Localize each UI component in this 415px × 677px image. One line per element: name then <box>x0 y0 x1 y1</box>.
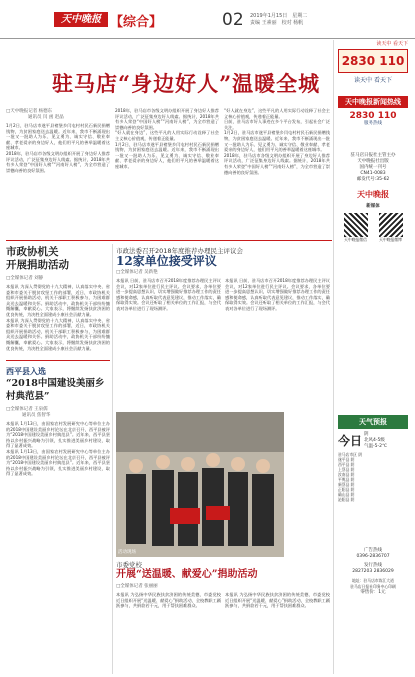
article-kicker: 市委党校 <box>116 561 142 569</box>
divider <box>6 360 110 361</box>
article-title: 12家单位接受评议 <box>116 254 217 268</box>
hotline-badge: 天中晚报新闻热线 <box>338 96 408 108</box>
lead-paragraph: 1月2日，驻马店市遂平县褚堡乡闫屯村村民石新民捐赠钱物，为贫困家庭送去温暖。近年来，我市不断涌现出一批又一批助人为乐、见义勇为、诚实守信、敬业奉献、孝老爱亲的身边好人，他们用平凡的善举温暖着这座城市。 <box>115 141 219 169</box>
weather-box <box>338 415 408 502</box>
divider <box>6 240 332 241</box>
lead-paragraph: 2018年，驻马店市各级文明办组织开展了身边好人推荐评议活动，广泛征集身边好人线索。据统计，2018年共有多人荣登“中国好人榜”“河南好人榜”，为全市营造了崇德向善的良好氛围。 <box>115 108 219 130</box>
article-byline: □全媒体记者 吴新艳 <box>116 270 158 275</box>
lead-article-col2 <box>115 108 219 170</box>
main-headline: 驻马店“身边好人”温暖全城 <box>52 71 321 96</box>
weather-row: 驻马店市区 阴 <box>338 452 362 457</box>
weather-row: 上蔡县 阴 <box>338 467 355 472</box>
article-body: 本报讯 1月13日，由国家农村发展研究中心等单位主办的2018中国建设美丽乡村论坛在北京召开，西平县被评为“2018中国建设美丽乡村典范县”。近年来，西平县坚持以乡村振兴战略为引领，扎实推进美丽乡村建设，取得了显著成效。 <box>6 421 110 449</box>
article-byline: □全媒体记者 王泉儒 <box>6 407 48 412</box>
article-kicker: 市政协机关 <box>6 246 59 258</box>
newspaper-logo: 天中晚报 <box>54 12 108 27</box>
weather-row: 确山县 阴 <box>338 492 355 497</box>
weather-row: 西平县 阴 <box>338 462 355 467</box>
article-body: 本报讯 为弘扬中华民族扶贫济困的传统美德，市委党校近日组织开展“送温暖、献爱心”捐助活动，全校教职工踊跃参与，共捐款若干元，用于帮扶困难群众。 <box>225 592 330 609</box>
article-byline: □全媒体记者 张丽丽 <box>116 584 158 589</box>
event-photo <box>116 412 284 557</box>
promo-slogan: 读天中 看天下 <box>354 77 392 84</box>
dist-label: 发行热线 <box>364 563 382 568</box>
article-body: 本报讯 日前，驻马店市召开2018年度推荐办理民主评议会议，对12家单位进行民主评议。会议要求，各单位要进一步提高思想认识，切实增强做好推荐办理工作的责任感和使命感，认真听取代表意见建议，推动工作落实，确保取得实效。会议还听取了相关单位的工作汇报，与会代表对各单位进行了现场测评。 <box>116 278 221 311</box>
article-body: 本报讯 为深入贯彻党的十九大精神，认真落实中央、省委和市委关于脱贫攻坚工作的部署，近日，市政协机关组织开展捐助活动，机关干部职工积极参与，为困难群众送去温暖和关怀。捐助活动中，政协机关干部纷纷慷慨解囊，奉献爱心。大家表示，将继续发扬扶贫济困的优良传统，为决胜全面建成小康社会贡献力量。 <box>6 284 110 317</box>
weather-wind: 北风4-5级 <box>364 438 385 443</box>
article-title: 开展捐助活动 <box>6 259 69 271</box>
section-title: 【综合】 <box>110 15 163 30</box>
photo-caption: 活动现场 <box>118 550 136 555</box>
article-kicker: 西平县入选 <box>6 367 46 376</box>
lead-article-col3 <box>224 108 330 175</box>
publication-info <box>338 96 408 243</box>
qr-label: 天中晚报微信 <box>344 237 367 242</box>
ad-phone: 0396-2836707 <box>356 554 390 559</box>
lead-paragraph: 1月2日，驻马店市遂平县褚堡乡闫屯村村民石新民捐赠钱物，为贫困家庭送去温暖。近年来，我市不断涌现出一批又一批助人为乐、见义勇为、诚实守信、敬业奉献、孝老爱亲的身边好人，他们用平凡的善举温暖着这座城市。 <box>224 130 330 153</box>
hotline-promo <box>338 40 408 92</box>
page-header <box>0 0 415 39</box>
article-body: 本报讯 为深入贯彻党的十九大精神，认真落实中央、省委和市委关于脱贫攻坚工作的部署，近日，市政协机关组织开展捐助活动，机关干部职工积极参与，为困难群众送去温暖和关怀。捐助活动中，政协机关干部纷纷慷慨解囊，奉献爱心。大家表示，将继续发扬扶贫济困的优良传统，为决胜全面建成小康社会贡献力量。 <box>6 317 110 351</box>
date-block <box>250 13 307 27</box>
post-code: 邮发代号:35-62 <box>356 177 390 182</box>
wechat-qr-icon <box>344 213 368 237</box>
hotline-number: 2830 110 <box>341 54 405 68</box>
printer: 驻马店日报社印务中心印刷 <box>350 584 396 589</box>
cn-label: 国内统一刊号 <box>359 165 387 170</box>
weather-row: 汝南县 阴 <box>338 472 355 477</box>
lead-byline: □天中晚报记者 杨德东 <box>6 109 53 114</box>
ad-label: 广告热线 <box>364 548 382 553</box>
lead-sub-byline: 通讯员 闫 函 赵晶 <box>28 115 64 120</box>
article-title: “2018中国建设美丽乡村典范县” <box>6 378 105 402</box>
editor-line: 责编 王素丽 校对 杨帆 <box>250 20 304 26</box>
lead-paragraph: 2018年，驻马店市各级文明办组织开展了身边好人推荐评议活动，广泛征集身边好人线索。据统计，2018年共有多人荣登“中国好人榜”“河南好人榜”，为全市营造了崇德向善的良好氛围。 <box>224 152 330 175</box>
weather-row: 平舆县 阴 <box>338 477 355 482</box>
qr-label: 天中晚报微博 <box>379 237 402 242</box>
lead-paragraph: 日前，驻马店市好人事迹在多个平台发布，引起社会广泛关注。 <box>224 119 330 130</box>
group-photo-illustration <box>116 412 284 557</box>
weather-temp: 气温-5-2℃ <box>364 444 388 449</box>
promo-slogan: 服务热线 <box>364 121 382 126</box>
column-divider <box>112 244 113 674</box>
address: 地址：驻马店市练江大道 <box>352 578 394 583</box>
lead-paragraph: 2018年，驻马店市各级文明办组织开展了身边好人推荐评议活动，广泛征集身边好人线索。据统计，2018年共有多人荣登“中国好人榜”“河南好人榜”，为全市营造了崇德向善的良好氛围。 <box>6 150 110 173</box>
publisher-info: 驻马店日报社主管主办 <box>350 153 396 158</box>
column-divider <box>333 40 334 674</box>
weather-condition: 阴 <box>364 432 369 437</box>
article-sub-byline: 通讯员 焦智华 <box>22 413 51 418</box>
dist-phone: 2827203 2836029 <box>352 569 394 574</box>
article-body: 本报讯 为弘扬中华民族扶贫济困的传统美德，市委党校近日组织开展“送温暖、献爱心”捐助活动，全校教职工踊跃参与，共捐款若干元，用于帮扶困难群众。 <box>116 592 221 609</box>
article-byline: □全媒体记者 刘静 <box>6 276 44 281</box>
article-title: 开展“送温暖、献爱心”捐助活动 <box>116 569 258 580</box>
publisher-line: 天中晚报社出版 <box>357 159 389 164</box>
price: 零售价：1元 <box>360 590 386 595</box>
lead-article-col1 <box>6 108 110 173</box>
brand-name: 天中晚报 <box>357 190 389 199</box>
cn-number: CN41-0083 <box>360 171 386 176</box>
hotline-repeat: 2830 110 <box>349 111 397 121</box>
article-xiping <box>6 366 110 477</box>
article-kicker: 市政法委召开2018年度推荐办理民主评议会 <box>116 247 244 255</box>
weather-today: 今日 <box>338 434 363 448</box>
article-donation <box>6 246 110 351</box>
weibo-qr-icon <box>379 213 403 237</box>
weather-row: 正阳县 阴 <box>338 487 355 492</box>
lead-paragraph: “好人就在身边”，这些平凡的人用实际行动诠释了社会主义核心价值观，传递着正能量。 <box>224 108 330 119</box>
page-number: 02 <box>222 10 244 30</box>
lead-paragraph: 1月2日，驻马店市遂平县褚堡乡闫屯村村民石新民捐赠钱物，为贫困家庭送去温暖。近年来，我市不断涌现出一批又一批助人为乐、见义勇为、诚实守信、敬业奉献、孝老爱亲的身边好人，他们用平凡的善举温暖着这座城市。 <box>6 123 110 151</box>
weather-row: 泌阳县 阴 <box>338 497 355 502</box>
article-body: 本报讯 1月13日，由国家农村发展研究中心等单位主办的2018中国建设美丽乡村论坛在北京召开，西平县被评为“2018中国建设美丽乡村典范县”。近年来，西平县坚持以乡村振兴战略为引领，扎实推进美丽乡村建设，取得了显著成效。 <box>6 448 110 477</box>
date-line: 2019年1月15日 星期二 <box>250 13 308 19</box>
weather-row: 新蔡县 阴 <box>338 482 355 487</box>
article-body: 本报讯 日前，驻马店市召开2018年度推荐办理民主评议会议，对12家单位进行民主评议。会议要求，各单位要进一步提高思想认识，切实增强做好推荐办理工作的责任感和使命感，认真听取代表意见建议，推动工作落实，确保取得实效。会议还听取了相关单位的工作汇报，与会代表对各单位进行了现场测评。 <box>225 278 330 311</box>
article-party-school <box>116 560 330 609</box>
lead-paragraph: “好人就在身边”，这些平凡的人用实际行动诠释了社会主义核心价值观，传递着正能量。 <box>115 130 219 141</box>
promo-tagline: 读天中 看天下 <box>376 41 408 47</box>
contact-info <box>338 548 408 596</box>
weather-banner: 天气预报 <box>338 415 408 429</box>
article-review <box>116 246 330 312</box>
new-media-title: 新媒体 <box>366 204 380 209</box>
weather-row: 遂平县 阴 <box>338 457 355 462</box>
